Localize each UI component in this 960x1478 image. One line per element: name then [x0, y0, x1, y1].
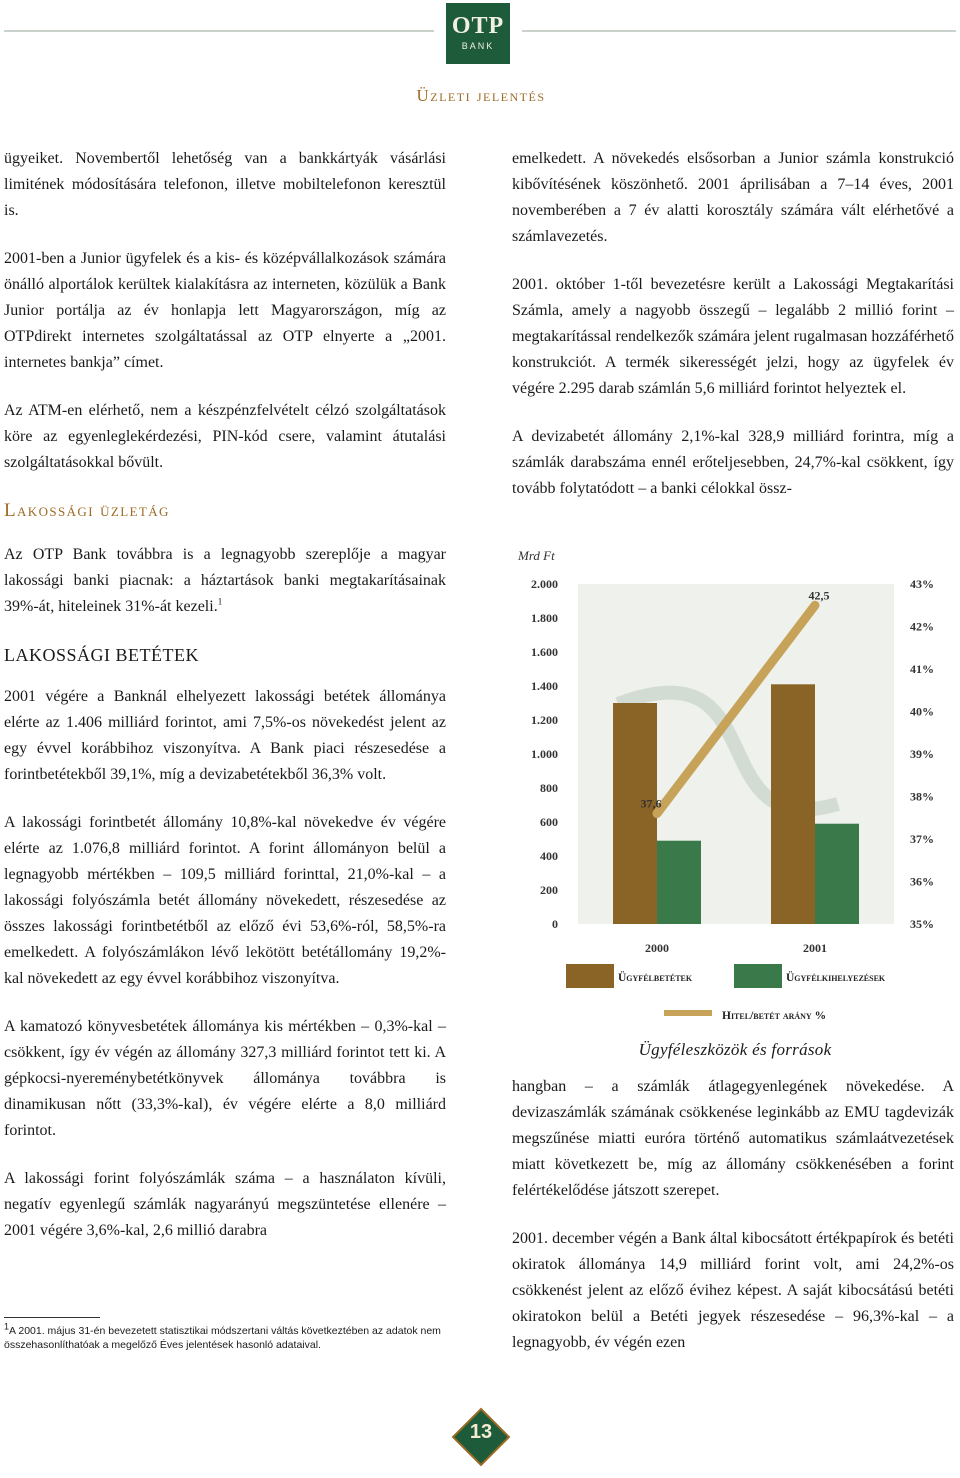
report-title: Üzleti jelentés — [416, 86, 546, 105]
footnote-rule — [4, 1317, 100, 1318]
paragraph: A lakossági forintbetét állomány 10,8%-kal növekedve év végére elérte az 1.076,8 milliárd forintot. A forint állományon belül a legnagyobb mértékben – 109,5 milliárd forinttal, 21,0%-kal – a lakossági folyószámla betét állomány növekedett, részesedése az összes lakossági forintbetétből az előző évi 53,6%-ról, 58,5%-ra emelkedett. A folyószámlákon lévő lekötött betétállomány 19,2%-kal növekedett az egy évvel korábbihoz viszonyítva. — [4, 814, 446, 987]
y2-tick-label: 41% — [910, 662, 934, 676]
y-axis-unit-label: Mrd Ft — [518, 548, 555, 563]
logo-mark: OTP — [451, 13, 505, 39]
y-tick-label: 1.000 — [531, 747, 558, 761]
y2-tick-label: 43% — [910, 577, 934, 591]
paragraph: 2001-ben a Junior ügyfelek és a kis- és középvállalkozások számára önálló alportálok kerültek kialakításra az interneten, közülük a Bank Junior portálja az év honlapja lett Magyarországon, míg az OTPdirekt internetes szolgáltatással az OTP elnyerte a „2001. internetes bankja” címet. — [4, 250, 446, 371]
client-assets-chart — [510, 544, 956, 1034]
bar-ügyfélkihelyezések — [657, 841, 701, 924]
x-tick-label: 2001 — [803, 941, 827, 955]
y2-tick-label: 35% — [910, 917, 934, 931]
bar-ügyfélkihelyezések — [815, 824, 859, 924]
left-column — [4, 146, 446, 1244]
y-tick-label: 1.200 — [531, 713, 558, 727]
logo-bank-label: BANK — [461, 41, 495, 51]
bar-ügyfélbetétek — [771, 684, 815, 924]
y-tick-label: 1.400 — [531, 679, 558, 693]
header-rule-left — [4, 30, 434, 32]
paragraph: 2001. október 1-től bevezetésre került a Lakossági Megtakarítási Számla, amely a nagyobb összegű – legalább 2 millió forint – megtakarítással rendelkezők számára jelent rugalmasan hozzáférhető konstrukciót. A termék sikerességét jelzi, hogy az ügyfelek év végére 2.295 darab számlán 5,6 milliárd forintot helyeztek el. — [512, 276, 954, 397]
paragraph: ügyeiket. Novembertől lehetőség van a bankkártyák vásárlási limitének módosítására telefonon, illetve mobiltelefonon keresztül is. — [4, 150, 446, 219]
legend-swatch — [734, 964, 782, 988]
otp-bank-logo — [446, 3, 510, 64]
y-tick-label: 800 — [540, 781, 558, 795]
ratio-data-label: 42,5 — [808, 588, 830, 603]
footnote-mark: 1 — [4, 1321, 10, 1332]
y-tick-label: 1.600 — [531, 645, 558, 659]
y2-tick-label: 40% — [910, 704, 934, 719]
y-tick-label: 0 — [552, 917, 558, 931]
chart-caption: Ügyféleszközök és források — [638, 1040, 832, 1059]
footnote-reference: 1 — [217, 596, 223, 607]
y-tick-label: 1.800 — [531, 611, 558, 625]
paragraph: 2001. december végén a Bank által kibocsátott értékpapírok és betéti okiratok állománya 14,9 milliárd forint volt, ami 24,2%-os csökkenést jelent az előző évihez képest. A saját kibocsátású betéti okiratokon belül a Betéti jegyek részesedése – 96,3%-kal – a legnagyobb, év végén ezen — [512, 1230, 954, 1351]
legend-swatch — [566, 964, 614, 988]
paragraph — [4, 542, 446, 620]
paragraph: emelkedett. A növekedés elsősorban a Junior számla konstrukció kibővítésének köszönhető. 2001 áprilisában a 7–14 éves, 2001 novemberében a 7 év alatti korosztály számára vált elérhetővé a számlavezetés. — [512, 150, 954, 245]
x-tick-label: 2000 — [645, 941, 669, 955]
ratio-data-label: 37,6 — [640, 796, 662, 811]
y2-tick-label: 36% — [910, 874, 934, 889]
legend-label: Ügyfélbetétek — [618, 972, 693, 984]
y-tick-label: 600 — [540, 815, 558, 829]
y2-tick-label: 39% — [910, 747, 934, 761]
paragraph-text: Az OTP Bank továbbra is a legnagyobb szereplője a magyar lakossági banki piacnak: a háztartások banki megtakarításainak 39%-át, hiteleinek 31%-át kezeli. — [4, 546, 446, 615]
page-number: 13 — [469, 1421, 493, 1443]
legend-line-swatch — [664, 1010, 712, 1016]
y2-tick-label: 37% — [910, 832, 934, 846]
y2-tick-label: 38% — [910, 789, 934, 804]
paragraph: A kamatozó könyvesbetétek állománya kis mértékben – 0,3%-kal – csökkent, így év végén az állomány 327,3 milliárd forintot tett ki. A gépkocsi-nyereménybetétkönyvek állománya továbbra is dinamikusan nőtt (33,3%-kal), év végére elérte a 8,0 milliárd forintot. — [4, 1018, 446, 1139]
subheading: LAKOSSÁGI BETÉTEK — [4, 645, 199, 665]
header-rule-right — [522, 30, 956, 32]
paragraph: hangban – a számlák átlagegyenlegének növekedése. A devizaszámlák számának csökkenése leginkább az EMU tagdevizák megszűnése miatti euróra történő automatikus számlaátvezetések miatt következett be, míg az állomány csökkenésében a forint felértékelődése játszott szerepet. — [512, 1078, 954, 1199]
right-column-top — [512, 146, 954, 502]
paragraph: 2001 végére a Banknál elhelyezett lakossági betétek állománya elérte az 1.406 milliárd forintot, ami 7,5%-os növekedést jelent az egy évvel korábbihoz viszonyítva. A Bank piaci részesedése a forintbetétekből 39,1%, míg a devizabetétekből 36,3% volt. — [4, 688, 446, 783]
y-tick-label: 2.000 — [531, 577, 558, 591]
paragraph: A lakossági forint folyószámlák száma – a használaton kívüli, negatív egyenlegű számlák nagyarányú megszüntetése ellenére – 2001 végére 3,6%-kal, 2,6 millió darabra — [4, 1170, 446, 1239]
legend-label: Hitel/betét arány % — [722, 1010, 827, 1022]
right-column-bottom — [512, 1074, 954, 1356]
footnote-text: A 2001. május 31-én bevezetett statisztikai módszertani váltás következtében az adatok nem összehasonlíthatóak a megelőző Éves jelentések hasonló adataival. — [4, 1325, 441, 1351]
y-tick-label: 400 — [540, 849, 558, 863]
paragraph: Az ATM-en elérhető, nem a készpénzfelvételt célzó szolgáltatások köre az egyenleglekérdezési, PIN-kód csere, valamint átutalási szolgáltatásokkal bővült. — [4, 402, 446, 471]
paragraph: A devizabetét állomány 2,1%-kal 328,9 milliárd forintra, míg a számlák darabszáma ennél erőteljesebben, 24,7%-kal csökkent, így tovább folytatódott – a banki célokkal össz- — [512, 428, 954, 497]
legend-label: Ügyfélkihelyezések — [786, 972, 886, 984]
bar-ügyfélbetétek — [613, 703, 657, 924]
section-heading: Lakossági üzletág — [4, 500, 170, 521]
footnote — [4, 1321, 446, 1352]
y2-tick-label: 42% — [910, 619, 934, 634]
y-tick-label: 200 — [540, 883, 558, 897]
